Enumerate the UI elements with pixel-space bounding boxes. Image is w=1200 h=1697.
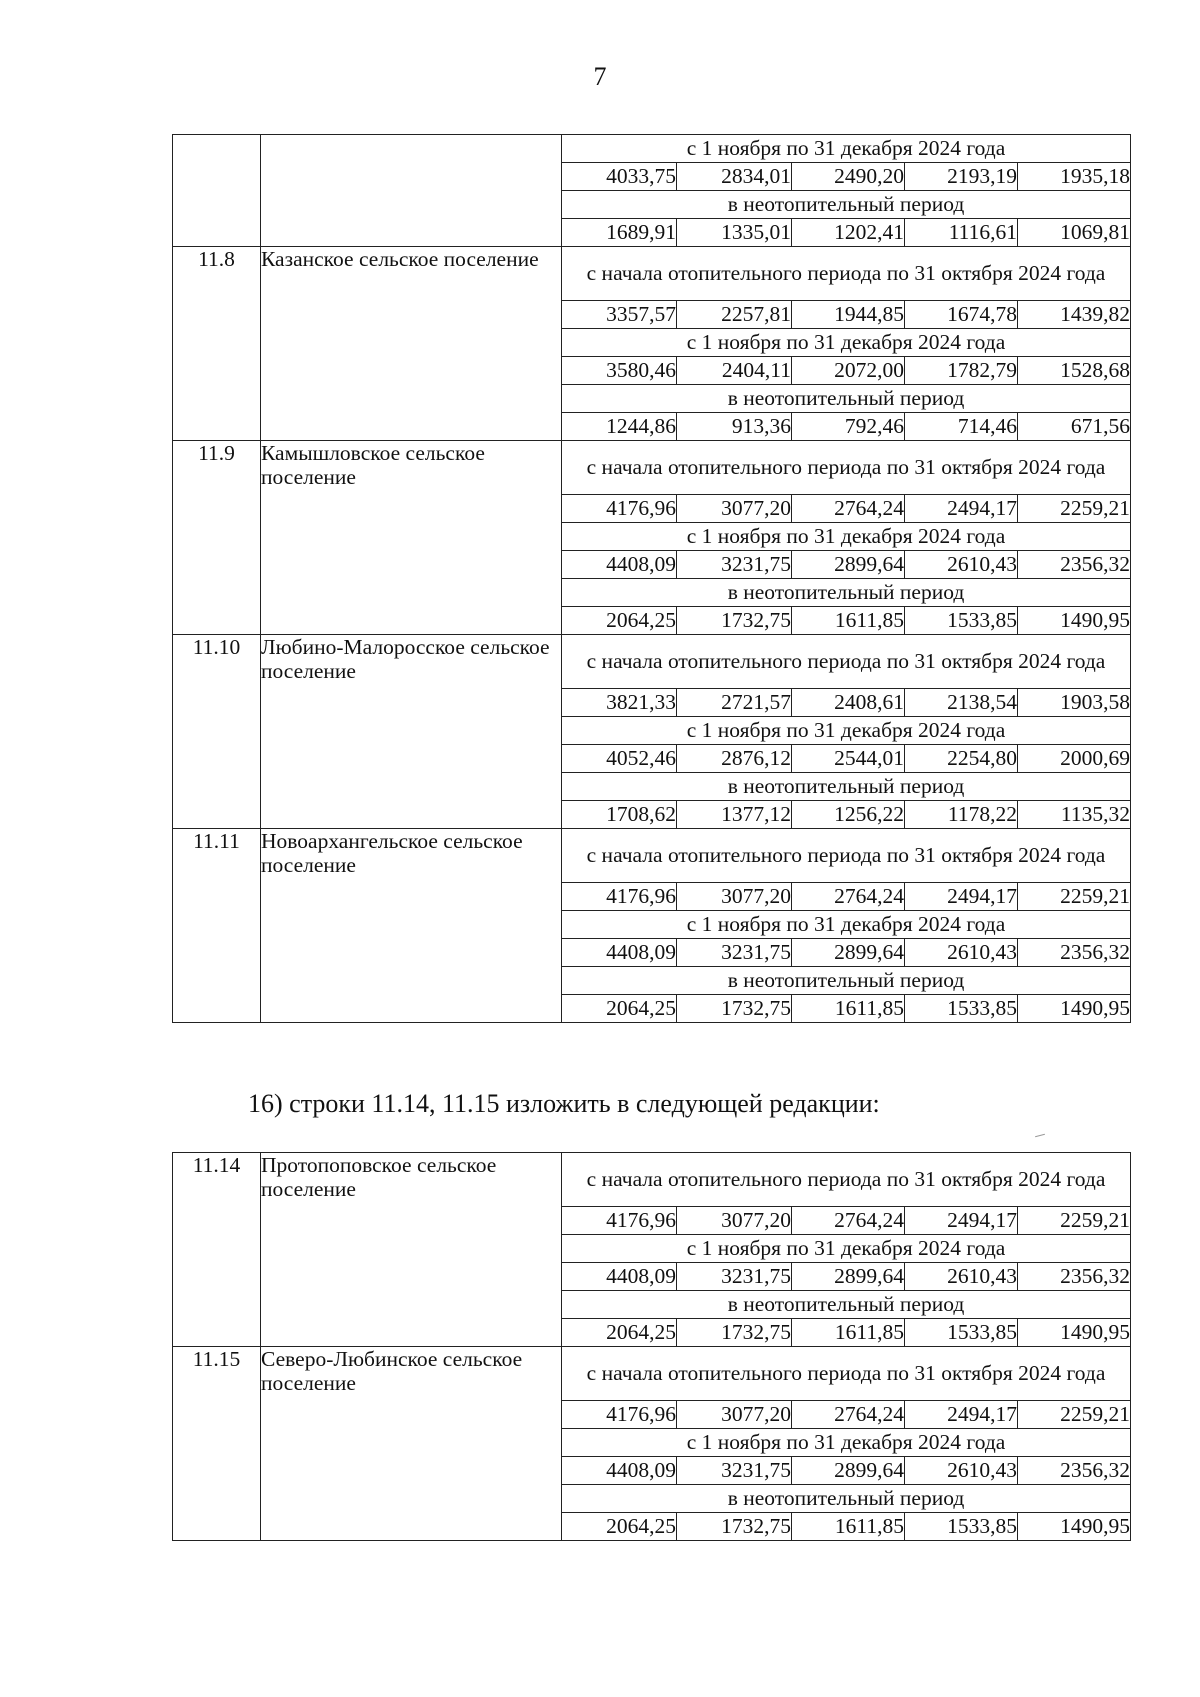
- period-label: с начала отопительного периода по 31 октября 2024 года: [562, 1347, 1131, 1401]
- period-row: [173, 441, 1131, 495]
- tariff-value: 2193,19: [905, 163, 1018, 191]
- tariff-value: 2494,17: [905, 495, 1018, 523]
- tariff-value: 2610,43: [905, 939, 1018, 967]
- tariff-value: 2876,12: [677, 745, 792, 773]
- period-row: [173, 635, 1131, 689]
- period-row: [173, 1347, 1131, 1401]
- tariff-value: 3231,75: [677, 939, 792, 967]
- tariff-value: 2356,32: [1018, 1263, 1131, 1291]
- tariff-value: 1244,86: [562, 413, 677, 441]
- tariff-value: 1135,32: [1018, 801, 1131, 829]
- tariff-value: 3077,20: [677, 883, 792, 911]
- tariff-value: 792,46: [792, 413, 905, 441]
- row-number: 11.9: [173, 441, 261, 635]
- tariff-value: 2764,24: [792, 1401, 905, 1429]
- tariff-table-top: [172, 134, 1131, 1023]
- tariff-value: 1533,85: [905, 995, 1018, 1023]
- tariff-value: 1377,12: [677, 801, 792, 829]
- tariff-value: 1732,75: [677, 1319, 792, 1347]
- tariff-value: 671,56: [1018, 413, 1131, 441]
- tariff-value: 2356,32: [1018, 551, 1131, 579]
- period-row: [173, 247, 1131, 301]
- tariff-value: 1490,95: [1018, 995, 1131, 1023]
- tariff-value: 1689,91: [562, 219, 677, 247]
- row-number: 11.10: [173, 635, 261, 829]
- tariff-value: 2064,25: [562, 607, 677, 635]
- row-number: 11.14: [173, 1153, 261, 1347]
- period-label: в неотопительный период: [562, 1485, 1131, 1513]
- row-number: 11.11: [173, 829, 261, 1023]
- settlement-name: Камышловское сельское поселение: [261, 441, 562, 635]
- tariff-value: 3231,75: [677, 1457, 792, 1485]
- period-label: с 1 ноября по 31 декабря 2024 года: [562, 135, 1131, 163]
- tariff-value: 2899,64: [792, 551, 905, 579]
- tariff-value: 714,46: [905, 413, 1018, 441]
- tariff-value: 2834,01: [677, 163, 792, 191]
- settlement-name: Северо-Любинское сельское поселение: [261, 1347, 562, 1541]
- period-label: в неотопительный период: [562, 1291, 1131, 1319]
- tariff-value: 2259,21: [1018, 495, 1131, 523]
- period-label: с 1 ноября по 31 декабря 2024 года: [562, 523, 1131, 551]
- tariff-value: 913,36: [677, 413, 792, 441]
- tariff-value: 4176,96: [562, 1401, 677, 1429]
- tariff-value: 1533,85: [905, 1513, 1018, 1541]
- tariff-value: 2764,24: [792, 883, 905, 911]
- amendment-instruction: 16) строки 11.14, 11.15 изложить в следующей редакции:: [248, 1089, 880, 1118]
- tariff-value: 2259,21: [1018, 883, 1131, 911]
- tariff-value: 1732,75: [677, 607, 792, 635]
- tariff-value: 1674,78: [905, 301, 1018, 329]
- period-label: в неотопительный период: [562, 967, 1131, 995]
- tariff-value: 2721,57: [677, 689, 792, 717]
- scan-mark: [1035, 1134, 1045, 1138]
- tariff-value: 1202,41: [792, 219, 905, 247]
- tariff-table-top-body: [173, 135, 1131, 1023]
- tariff-value: 2544,01: [792, 745, 905, 773]
- settlement-name: Протопоповское сельское поселение: [261, 1153, 562, 1347]
- period-row: [173, 829, 1131, 883]
- period-row: [173, 1153, 1131, 1207]
- tariff-value: 1533,85: [905, 1319, 1018, 1347]
- period-label: с начала отопительного периода по 31 октября 2024 года: [562, 829, 1131, 883]
- tariff-value: 4176,96: [562, 1207, 677, 1235]
- tariff-value: 2072,00: [792, 357, 905, 385]
- tariff-value: 3231,75: [677, 1263, 792, 1291]
- tariff-value: 4408,09: [562, 1263, 677, 1291]
- period-label: с 1 ноября по 31 декабря 2024 года: [562, 911, 1131, 939]
- tariff-value: 1069,81: [1018, 219, 1131, 247]
- tariff-value: 4408,09: [562, 551, 677, 579]
- tariff-value: 4408,09: [562, 939, 677, 967]
- tariff-value: 1944,85: [792, 301, 905, 329]
- tariff-value: 1116,61: [905, 219, 1018, 247]
- tariff-value: 4176,96: [562, 883, 677, 911]
- tariff-value: 1732,75: [677, 995, 792, 1023]
- tariff-value: 2404,11: [677, 357, 792, 385]
- tariff-value: 3821,33: [562, 689, 677, 717]
- tariff-value: 1611,85: [792, 607, 905, 635]
- tariff-value: 2494,17: [905, 1401, 1018, 1429]
- settlement-name: Казанское сельское поселение: [261, 247, 562, 441]
- period-label: с 1 ноября по 31 декабря 2024 года: [562, 717, 1131, 745]
- tariff-value: 2764,24: [792, 1207, 905, 1235]
- row-number: 11.8: [173, 247, 261, 441]
- tariff-value: 1732,75: [677, 1513, 792, 1541]
- row-number-empty: [173, 135, 261, 247]
- tariff-value: 2899,64: [792, 1263, 905, 1291]
- period-label: в неотопительный период: [562, 773, 1131, 801]
- tariff-value: 3077,20: [677, 1207, 792, 1235]
- tariff-value: 2899,64: [792, 939, 905, 967]
- tariff-value: 2064,25: [562, 995, 677, 1023]
- tariff-value: 2259,21: [1018, 1401, 1131, 1429]
- tariff-value: 1490,95: [1018, 1513, 1131, 1541]
- settlement-name-empty: [261, 135, 562, 247]
- page-number: 7: [593, 62, 607, 91]
- tariff-value: 1490,95: [1018, 1319, 1131, 1347]
- tariff-value: 2064,25: [562, 1513, 677, 1541]
- tariff-value: 1708,62: [562, 801, 677, 829]
- period-label: в неотопительный период: [562, 579, 1131, 607]
- tariff-value: 2000,69: [1018, 745, 1131, 773]
- tariff-value: 2610,43: [905, 551, 1018, 579]
- tariff-value: 4052,46: [562, 745, 677, 773]
- tariff-value: 1335,01: [677, 219, 792, 247]
- tariff-value: 2494,17: [905, 1207, 1018, 1235]
- tariff-value: 4176,96: [562, 495, 677, 523]
- tariff-value: 3357,57: [562, 301, 677, 329]
- tariff-table-bottom-body: [173, 1153, 1131, 1541]
- tariff-value: 1178,22: [905, 801, 1018, 829]
- tariff-value: 1903,58: [1018, 689, 1131, 717]
- tariff-value: 4408,09: [562, 1457, 677, 1485]
- period-label: в неотопительный период: [562, 191, 1131, 219]
- tariff-value: 3077,20: [677, 495, 792, 523]
- settlement-name: Любино-Малоросское сельское поселение: [261, 635, 562, 829]
- tariff-value: 3231,75: [677, 551, 792, 579]
- tariff-value: 2764,24: [792, 495, 905, 523]
- tariff-value: 1528,68: [1018, 357, 1131, 385]
- tariff-value: 1935,18: [1018, 163, 1131, 191]
- settlement-name: Новоархангельское сельское поселение: [261, 829, 562, 1023]
- tariff-value: 1782,79: [905, 357, 1018, 385]
- tariff-value: 2356,32: [1018, 1457, 1131, 1485]
- tariff-value: 2138,54: [905, 689, 1018, 717]
- tariff-value: 1611,85: [792, 995, 905, 1023]
- period-row: [173, 135, 1131, 163]
- tariff-value: 2254,80: [905, 745, 1018, 773]
- tariff-value: 1490,95: [1018, 607, 1131, 635]
- tariff-value: 3580,46: [562, 357, 677, 385]
- period-label: с 1 ноября по 31 декабря 2024 года: [562, 329, 1131, 357]
- tariff-value: 2610,43: [905, 1263, 1018, 1291]
- tariff-value: 1533,85: [905, 607, 1018, 635]
- period-label: с начала отопительного периода по 31 октября 2024 года: [562, 1153, 1131, 1207]
- tariff-value: 2257,81: [677, 301, 792, 329]
- tariff-value: 1611,85: [792, 1319, 905, 1347]
- period-label: с 1 ноября по 31 декабря 2024 года: [562, 1429, 1131, 1457]
- tariff-value: 2259,21: [1018, 1207, 1131, 1235]
- row-number: 11.15: [173, 1347, 261, 1541]
- tariff-value: 1256,22: [792, 801, 905, 829]
- tariff-value: 1611,85: [792, 1513, 905, 1541]
- tariff-value: 2064,25: [562, 1319, 677, 1347]
- period-label: в неотопительный период: [562, 385, 1131, 413]
- tariff-value: 2494,17: [905, 883, 1018, 911]
- tariff-value: 4033,75: [562, 163, 677, 191]
- tariff-value: 2490,20: [792, 163, 905, 191]
- tariff-value: 2356,32: [1018, 939, 1131, 967]
- tariff-table-bottom: [172, 1152, 1131, 1541]
- tariff-value: 1439,82: [1018, 301, 1131, 329]
- period-label: с начала отопительного периода по 31 октября 2024 года: [562, 441, 1131, 495]
- tariff-value: 3077,20: [677, 1401, 792, 1429]
- period-label: с начала отопительного периода по 31 октября 2024 года: [562, 635, 1131, 689]
- period-label: с начала отопительного периода по 31 октября 2024 года: [562, 247, 1131, 301]
- tariff-value: 2899,64: [792, 1457, 905, 1485]
- tariff-value: 2408,61: [792, 689, 905, 717]
- period-label: с 1 ноября по 31 декабря 2024 года: [562, 1235, 1131, 1263]
- tariff-value: 2610,43: [905, 1457, 1018, 1485]
